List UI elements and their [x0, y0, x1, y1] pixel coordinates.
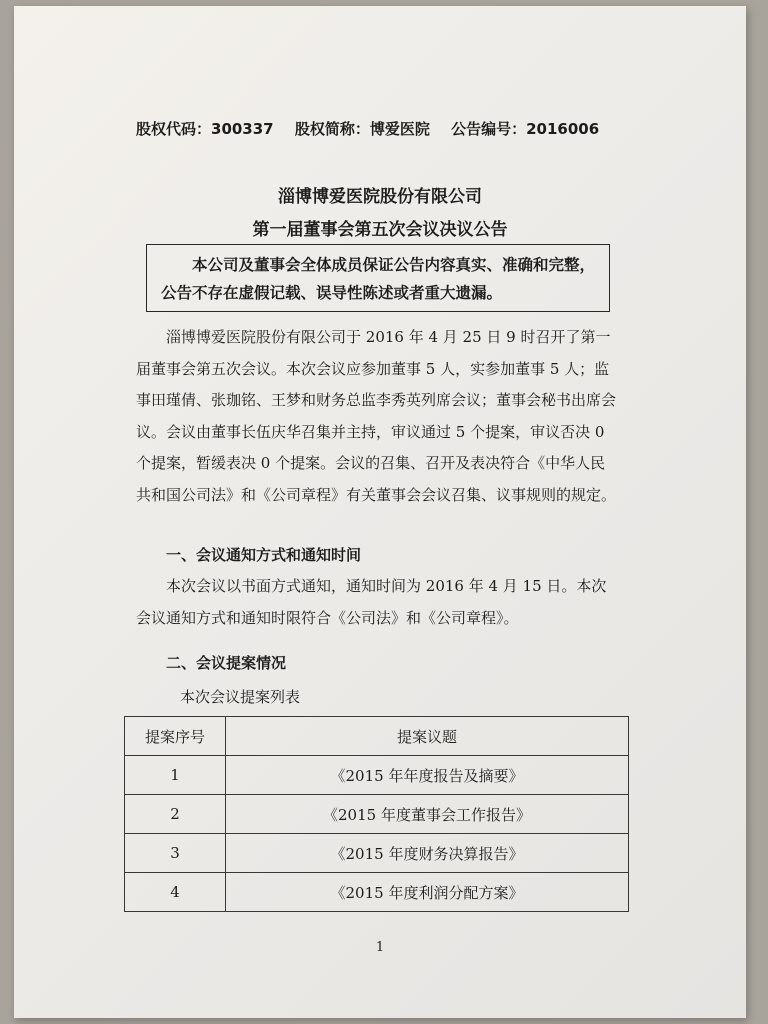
proposal-topic: 《2015 年度财务决算报告》 — [226, 834, 629, 873]
table-row — [125, 756, 629, 795]
proposal-number: 1 — [125, 756, 226, 795]
disclaimer-box: 本公司及董事会全体成员保证公告内容真实、准确和完整，公告不存在虚假记载、误导性陈述或者重大遗漏。 — [146, 244, 610, 312]
table-row — [125, 873, 629, 912]
proposal-topic: 《2015 年度董事会工作报告》 — [226, 795, 629, 834]
announcement-number: 公告编号：2016006 — [451, 120, 600, 138]
proposal-number: 4 — [125, 873, 226, 912]
column-header-topic: 提案议题 — [226, 717, 629, 756]
table-row — [125, 834, 629, 873]
proposal-number: 3 — [125, 834, 226, 873]
table-header-row — [125, 717, 629, 756]
page-number: 1 — [375, 940, 385, 955]
column-header-number: 提案序号 — [125, 717, 226, 756]
proposal-table — [124, 716, 629, 912]
proposal-topic: 《2015 年度利润分配方案》 — [226, 873, 629, 912]
stock-code: 股权代码：300337 — [136, 120, 274, 138]
notice-paragraph: 本次会议以书面方式通知，通知时间为 2016 年 4 月 15 日。本次会议通知方式和通知时限符合《公司法》和《公司章程》。 — [136, 577, 607, 627]
table-caption: 本次会议提案列表 — [180, 688, 301, 706]
table-row — [125, 795, 629, 834]
document-page — [14, 6, 746, 1018]
proposal-number: 2 — [125, 795, 226, 834]
stock-abbreviation: 股权简称：博爱医院 — [294, 120, 430, 138]
header-line — [136, 118, 636, 139]
section-heading-proposals: 二、会议提案情况 — [166, 654, 287, 672]
announcement-title: 第一届董事会第五次会议决议公告 — [252, 220, 508, 240]
company-title: 淄博博爱医院股份有限公司 — [278, 187, 482, 207]
meeting-summary-paragraph: 淄博博爱医院股份有限公司于 2016 年 4 月 25 日 9 时召开了第一届董事会第五次会议。本次会议应参加董事 5 人，实参加董事 5 人；监事田瑾倩、张珈铭、王梦和财务总监李秀英列席会议；董事会秘书出席会议。会议由董事长伍庆华召集并主持，审议通过 5 个提案，审议否决 0 个提案，暂缓表决 0 个提案。会议的召集、召开及表决符合《中华人民共和国公司法》和《公司章程》有关董事会会议召集、议事规则的规定。 — [136, 328, 617, 504]
proposal-topic: 《2015 年年度报告及摘要》 — [226, 756, 629, 795]
section-heading-notice: 一、会议通知方式和通知时间 — [166, 546, 362, 564]
